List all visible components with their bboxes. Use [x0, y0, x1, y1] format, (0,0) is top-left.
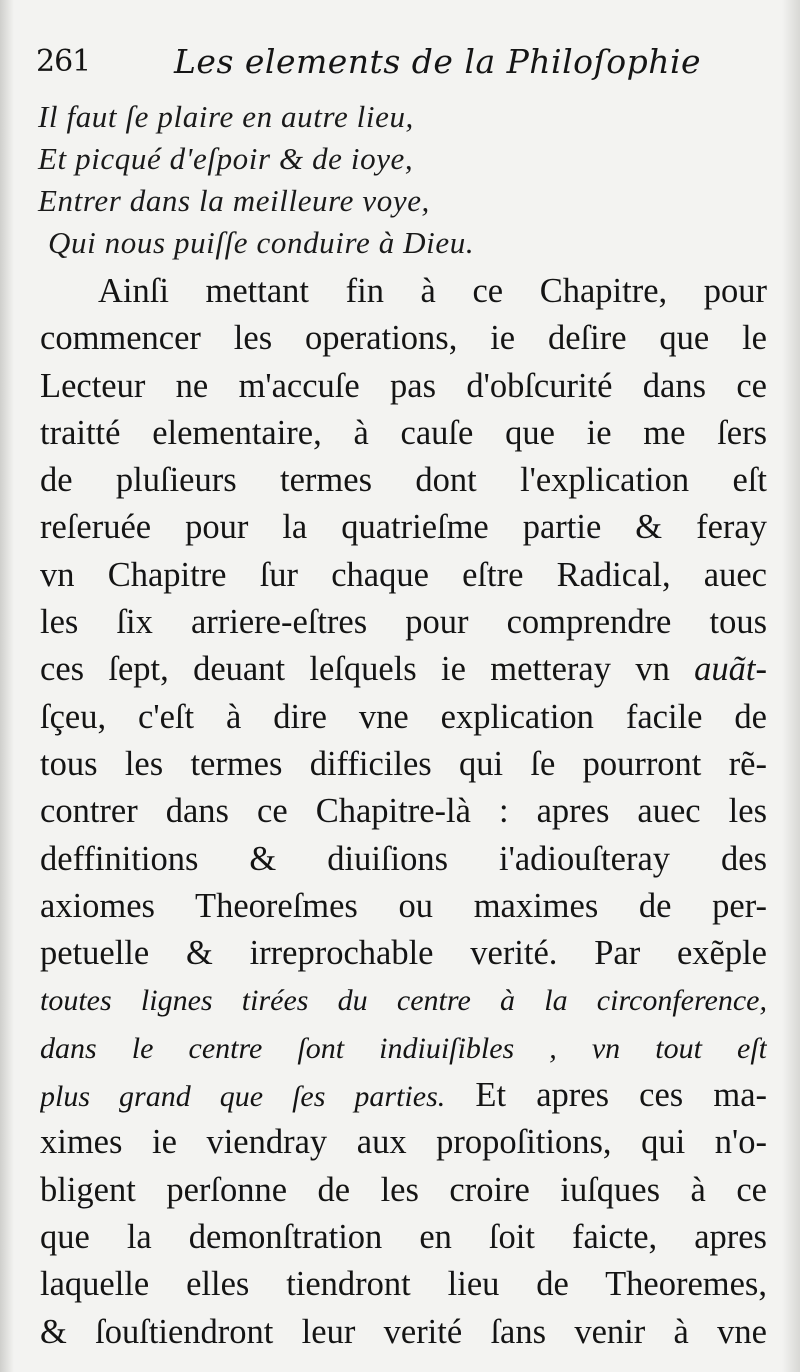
italic-word: auãt-: [694, 650, 767, 689]
text-line: Lecteur ne m'accuſe pas d'obſcurité dans ce: [40, 366, 767, 405]
text-line: de pluſieurs termes dont l'explication eſt: [40, 461, 767, 500]
body-paragraph: [40, 268, 767, 1356]
text-segment: ces ſept, deuant leſquels ie metteray vn: [40, 650, 670, 689]
verse-stanza: [38, 96, 758, 264]
text-line: ſçeu, c'eſt à dire vne explication facile de: [40, 697, 767, 736]
text-line: deffinitions & diuiſions i'adiouſteray des: [40, 839, 767, 878]
text-line: tous les termes difficiles qui ſe pourront rẽ-: [40, 744, 767, 783]
text-line: reſeruée pour la quatrieſme partie & feray: [40, 508, 767, 547]
text-line: traitté elementaire, à cauſe que ie me ſers: [40, 413, 767, 452]
verse-line: Il faut ſe plaire en autre lieu,: [38, 99, 414, 134]
italic-segment: plus grand que ſes parties.: [40, 1080, 446, 1114]
text-line: vn Chapitre ſur chaque eſtre Radical, auec: [40, 555, 767, 594]
text-line: [40, 646, 767, 693]
verse-line: Qui nous puiſſe conduire à Dieu.: [48, 225, 475, 260]
text-line: contrer dans ce Chapitre-là : apres auec les: [40, 792, 767, 831]
text-line: bligent perſonne de les croire iuſques à ce: [40, 1170, 767, 1209]
italic-text-line: toutes lignes tirées du centre à la circonference,: [40, 984, 767, 1018]
text-line: ximes ie viendray aux propoſitions, qui n'o-: [40, 1123, 767, 1162]
page-header: [36, 38, 776, 88]
verse-line: Et picqué d'eſpoir & de ioye,: [38, 141, 414, 176]
text-line: [40, 1072, 767, 1119]
text-line: & ſouſtiendront leur verité ſans venir à vne: [40, 1312, 767, 1351]
text-line: petuelle & irreprochable verité. Par exẽple: [40, 934, 767, 973]
verse-line: Entrer dans la meilleure voye,: [38, 183, 430, 218]
text-line: commencer les operations, ie deſire que le: [40, 319, 767, 358]
text-segment: Et apres ces ma-: [475, 1076, 767, 1115]
text-line: laquelle elles tiendront lieu de Theoremes,: [40, 1265, 767, 1304]
page-number: 261: [36, 44, 91, 79]
running-title: Les elements de la Philoſophie: [174, 42, 702, 81]
text-line: Ainſi mettant fin à ce Chapitre, pour: [98, 272, 767, 310]
text-line: que la demonſtration en ſoit faicte, apres: [40, 1217, 767, 1256]
text-line: les ſix arriere-eſtres pour comprendre tous: [40, 603, 767, 642]
italic-text-line: dans le centre ſont indiuiſibles , vn tout eſt: [40, 1031, 767, 1065]
text-line: axiomes Theoreſmes ou maximes de per-: [40, 886, 767, 925]
